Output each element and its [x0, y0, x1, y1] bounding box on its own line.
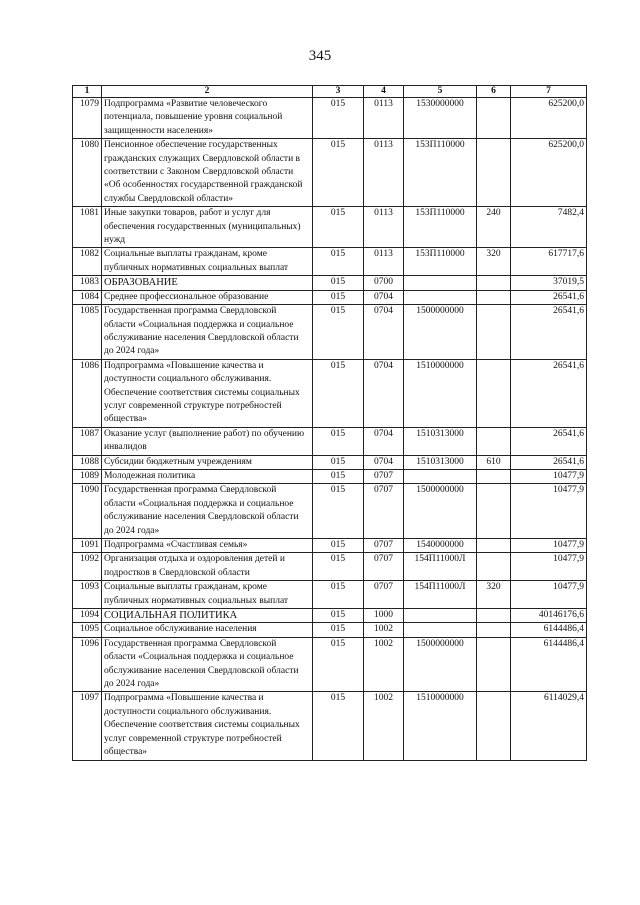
ministry-code-cell: 015: [313, 455, 364, 469]
section-code-cell: 0704: [364, 427, 404, 455]
target-article-cell: [404, 276, 477, 290]
row-number-cell: 1080: [73, 139, 102, 207]
target-article-cell: 154П11000Л: [404, 581, 477, 609]
row-number-cell: 1085: [73, 305, 102, 360]
amount-cell: 26541,6: [511, 359, 587, 427]
amount-cell: 10477,9: [511, 581, 587, 609]
item-name-cell: Оказание услуг (выполнение работ) по обучению инвалидов: [102, 427, 313, 455]
item-name-cell: Государственная программа Свердловской области «Социальная поддержка и социальное обслуживание населения Свердловской области до 2024 года»: [102, 637, 313, 692]
expense-type-cell: [477, 359, 511, 427]
amount-cell: 7482,4: [511, 207, 587, 248]
table-row: [73, 455, 587, 469]
amount-cell: 10477,9: [511, 484, 587, 539]
column-header: 1: [73, 86, 102, 98]
column-header: 6: [477, 86, 511, 98]
row-number-cell: 1089: [73, 469, 102, 483]
column-header: 4: [364, 86, 404, 98]
amount-cell: 6144486,4: [511, 623, 587, 637]
amount-cell: 6114029,4: [511, 692, 587, 760]
item-name-cell: Подпрограмма «Развитие человеческого потенциала, повышение уровня социальной защищенности населения»: [102, 98, 313, 139]
row-number-cell: 1084: [73, 290, 102, 304]
section-code-cell: 1002: [364, 692, 404, 760]
row-number-cell: 1092: [73, 553, 102, 581]
row-number-cell: 1096: [73, 637, 102, 692]
target-article-cell: 153П110000: [404, 248, 477, 276]
ministry-code-cell: 015: [313, 98, 364, 139]
table-row: [73, 359, 587, 427]
table-row: [73, 553, 587, 581]
ministry-code-cell: 015: [313, 290, 364, 304]
expense-type-cell: [477, 539, 511, 553]
row-number-cell: 1082: [73, 248, 102, 276]
amount-cell: 26541,6: [511, 455, 587, 469]
row-number-cell: 1086: [73, 359, 102, 427]
target-article-cell: 153П110000: [404, 207, 477, 248]
section-code-cell: 0113: [364, 248, 404, 276]
amount-cell: 37019,5: [511, 276, 587, 290]
ministry-code-cell: 015: [313, 637, 364, 692]
target-article-cell: 1510000000: [404, 359, 477, 427]
column-header: 3: [313, 86, 364, 98]
expense-type-cell: [477, 469, 511, 483]
item-name-cell: Социальные выплаты гражданам, кроме публичных нормативных социальных выплат: [102, 581, 313, 609]
section-code-cell: 0704: [364, 305, 404, 360]
table-row: [73, 623, 587, 637]
item-name-cell: Социальные выплаты гражданам, кроме публичных нормативных социальных выплат: [102, 248, 313, 276]
amount-cell: 26541,6: [511, 427, 587, 455]
amount-cell: 10477,9: [511, 553, 587, 581]
expense-type-cell: [477, 139, 511, 207]
section-code-cell: 0704: [364, 359, 404, 427]
table-row: [73, 692, 587, 760]
expense-type-cell: [477, 484, 511, 539]
section-code-cell: 0707: [364, 539, 404, 553]
section-code-cell: 0707: [364, 484, 404, 539]
section-code-cell: 0113: [364, 207, 404, 248]
ministry-code-cell: 015: [313, 276, 364, 290]
amount-cell: 10477,9: [511, 539, 587, 553]
item-name-cell: Государственная программа Свердловской области «Социальная поддержка и социальное обслуживание населения Свердловской области до 2024 года»: [102, 305, 313, 360]
row-number-cell: 1095: [73, 623, 102, 637]
section-code-cell: 0704: [364, 455, 404, 469]
table-row: [73, 539, 587, 553]
table-row: [73, 581, 587, 609]
section-code-cell: 0704: [364, 290, 404, 304]
amount-cell: 26541,6: [511, 305, 587, 360]
table-row: [73, 427, 587, 455]
amount-cell: 40146176,6: [511, 609, 587, 623]
item-name-cell: Подпрограмма «Счастливая семья»: [102, 539, 313, 553]
section-code-cell: 1002: [364, 623, 404, 637]
table-row: [73, 98, 587, 139]
amount-cell: 617717,6: [511, 248, 587, 276]
table-row: [73, 637, 587, 692]
ministry-code-cell: 015: [313, 609, 364, 623]
row-number-cell: 1079: [73, 98, 102, 139]
item-name-cell: Среднее профессиональное образование: [102, 290, 313, 304]
table-row: [73, 276, 587, 290]
ministry-code-cell: 015: [313, 623, 364, 637]
ministry-code-cell: 015: [313, 248, 364, 276]
ministry-code-cell: 015: [313, 359, 364, 427]
item-name-cell: Подпрограмма «Повышение качества и доступности социального обслуживания. Обеспечение соответствия системы социальных услуг современной структуре потребностей общества»: [102, 692, 313, 760]
budget-table: [72, 85, 587, 761]
target-article-cell: 1530000000: [404, 98, 477, 139]
row-number-cell: 1091: [73, 539, 102, 553]
item-name-cell: Молодежная политика: [102, 469, 313, 483]
expense-type-cell: [477, 290, 511, 304]
target-article-cell: 1500000000: [404, 637, 477, 692]
section-code-cell: 0707: [364, 469, 404, 483]
expense-type-cell: [477, 637, 511, 692]
target-article-cell: 154П11000Л: [404, 553, 477, 581]
amount-cell: 625200,0: [511, 98, 587, 139]
target-article-cell: 1540000000: [404, 539, 477, 553]
ministry-code-cell: 015: [313, 484, 364, 539]
row-number-cell: 1087: [73, 427, 102, 455]
row-number-cell: 1083: [73, 276, 102, 290]
section-code-cell: 0707: [364, 581, 404, 609]
section-code-cell: 0113: [364, 98, 404, 139]
item-name-cell: Субсидии бюджетным учреждениям: [102, 455, 313, 469]
section-code-cell: 1000: [364, 609, 404, 623]
target-article-cell: 1510000000: [404, 692, 477, 760]
expense-type-cell: 320: [477, 248, 511, 276]
ministry-code-cell: 015: [313, 207, 364, 248]
ministry-code-cell: 015: [313, 469, 364, 483]
table-row: [73, 248, 587, 276]
expense-type-cell: [477, 609, 511, 623]
table-row: [73, 207, 587, 248]
amount-cell: 10477,9: [511, 469, 587, 483]
ministry-code-cell: 015: [313, 539, 364, 553]
item-name-cell: Подпрограмма «Повышение качества и доступности социального обслуживания. Обеспечение соответствия системы социальных услуг современной структуре потребностей общества»: [102, 359, 313, 427]
column-header: 5: [404, 86, 477, 98]
target-article-cell: [404, 290, 477, 304]
table-row: [73, 305, 587, 360]
target-article-cell: 1500000000: [404, 484, 477, 539]
column-header: 7: [511, 86, 587, 98]
section-code-cell: 0707: [364, 553, 404, 581]
row-number-cell: 1094: [73, 609, 102, 623]
ministry-code-cell: 015: [313, 692, 364, 760]
table-header-row: [73, 86, 587, 98]
expense-type-cell: [477, 276, 511, 290]
expense-type-cell: 320: [477, 581, 511, 609]
ministry-code-cell: 015: [313, 427, 364, 455]
item-name-cell: Государственная программа Свердловской области «Социальная поддержка и социальное обслуживание населения Свердловской области до 2024 года»: [102, 484, 313, 539]
expense-type-cell: [477, 305, 511, 360]
ministry-code-cell: 015: [313, 139, 364, 207]
table-row: [73, 469, 587, 483]
amount-cell: 6144486,4: [511, 637, 587, 692]
target-article-cell: 1510313000: [404, 427, 477, 455]
section-code-cell: 0700: [364, 276, 404, 290]
section-code-cell: 1002: [364, 637, 404, 692]
target-article-cell: [404, 609, 477, 623]
row-number-cell: 1090: [73, 484, 102, 539]
amount-cell: 26541,6: [511, 290, 587, 304]
item-name-cell: Пенсионное обеспечение государственных гражданских служащих Свердловской области в соответствии с Законом Свердловской области «Об особенностях государственной гражданской службы Свердловской области»: [102, 139, 313, 207]
table-row: [73, 139, 587, 207]
expense-type-cell: [477, 98, 511, 139]
item-name-cell: ОБРАЗОВАНИЕ: [102, 276, 313, 290]
target-article-cell: 1500000000: [404, 305, 477, 360]
item-name-cell: Иные закупки товаров, работ и услуг для обеспечения государственных (муниципальных) нужд: [102, 207, 313, 248]
target-article-cell: 1510313000: [404, 455, 477, 469]
row-number-cell: 1093: [73, 581, 102, 609]
section-code-cell: 0113: [364, 139, 404, 207]
item-name-cell: Организация отдыха и оздоровления детей и подростков в Свердловской области: [102, 553, 313, 581]
expense-type-cell: [477, 427, 511, 455]
ministry-code-cell: 015: [313, 581, 364, 609]
expense-type-cell: 610: [477, 455, 511, 469]
item-name-cell: Социальное обслуживание населения: [102, 623, 313, 637]
expense-type-cell: [477, 623, 511, 637]
expense-type-cell: [477, 692, 511, 760]
table-row: [73, 290, 587, 304]
amount-cell: 625200,0: [511, 139, 587, 207]
table-row: [73, 484, 587, 539]
expense-type-cell: [477, 553, 511, 581]
target-article-cell: [404, 469, 477, 483]
ministry-code-cell: 015: [313, 305, 364, 360]
page-number: 345: [308, 48, 332, 64]
ministry-code-cell: 015: [313, 553, 364, 581]
expense-type-cell: 240: [477, 207, 511, 248]
row-number-cell: 1097: [73, 692, 102, 760]
row-number-cell: 1088: [73, 455, 102, 469]
column-header: 2: [102, 86, 313, 98]
item-name-cell: СОЦИАЛЬНАЯ ПОЛИТИКА: [102, 609, 313, 623]
target-article-cell: [404, 623, 477, 637]
row-number-cell: 1081: [73, 207, 102, 248]
target-article-cell: 153П110000: [404, 139, 477, 207]
table-row: [73, 609, 587, 623]
